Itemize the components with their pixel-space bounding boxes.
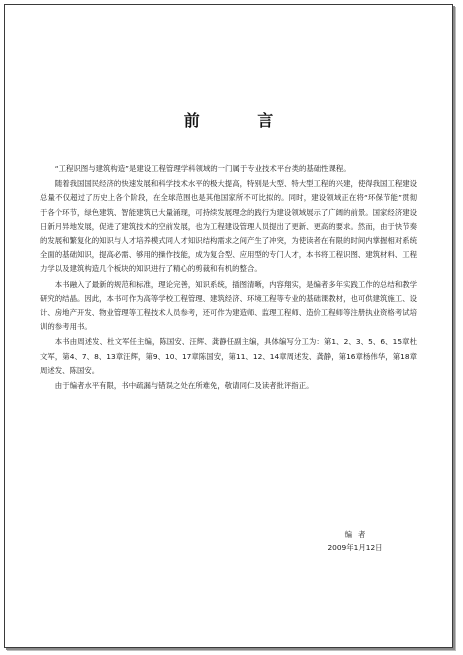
preface-body xyxy=(40,162,417,393)
page-title: 前 言 xyxy=(183,111,300,130)
paragraph-3: 本书融入了最新的规范和标准，理论完善，知识系统，插图清晰，内容翔实，是编者多年实践工作的总结和教学研究的结晶。因此，本书可作为高等学校工程管理、建筑经济、环境工程等专业的基础课教材，也可供建筑施工、设计、房地产开发、物业管理等工程技术人员参考，还可作为建造师、监理工程师、造价工程师等注册执业资格考试培训的参考用书。 xyxy=(40,279,417,332)
paragraph-2: 随着我国国民经济的快速发展和科学技术水平的极大提高，特别是大型、特大型工程的兴建，使得我国工程建设总量不仅超过了历史上各个阶段，在全球范围也是其他国家所不可比拟的。同时，建设领域正在将“环保节能”贯彻于各个环节，绿色建筑、智能建筑已大量涌现，可持续发展理念的践行为建设领域展示了广阔的前景。国家经济建设日新月异地发展，促进了建筑技术的空前发展，也为工程建设管理人员提出了更新、更高的要求。然而，由于快节奏的发展和繁复化的知识与人才培养模式同人才知识结构需求之间产生了冲突，为使读者在有限的时间内掌握相对系统全面的基础知识，提高必需、够用的操作技能，成为复合型、应用型的专门人才，本书将工程识图、建筑材料、工程力学以及建筑构造几个板块的知识进行了精心的剪裁和有机的整合。 xyxy=(40,179,417,274)
paragraph-1: “工程识图与建筑构造”是建设工程管理学科领域的一门属于专业技术平台类的基础性课程。 xyxy=(54,164,351,173)
signature-date: 2009年1月12日 xyxy=(327,543,383,552)
document-page xyxy=(4,4,453,648)
signature-block xyxy=(310,528,400,554)
paragraph-4: 本书由周述发、杜文军任主编，陈国安、汪辉、龚静任副主编，具体编写分工为：第1、2、3、5、6、15章杜文军，第4、7、8、13章汪辉，第9、10、17章陈国安，第11、12、14章周述发、龚静，第16章杨伟华，第18章周述发、陈国安。 xyxy=(40,337,417,375)
paragraph-5: 由于编者水平有限，书中疏漏与错误之处在所难免，敬请同仁及读者批评指正。 xyxy=(54,381,314,391)
signature-author: 编者 xyxy=(344,530,372,539)
